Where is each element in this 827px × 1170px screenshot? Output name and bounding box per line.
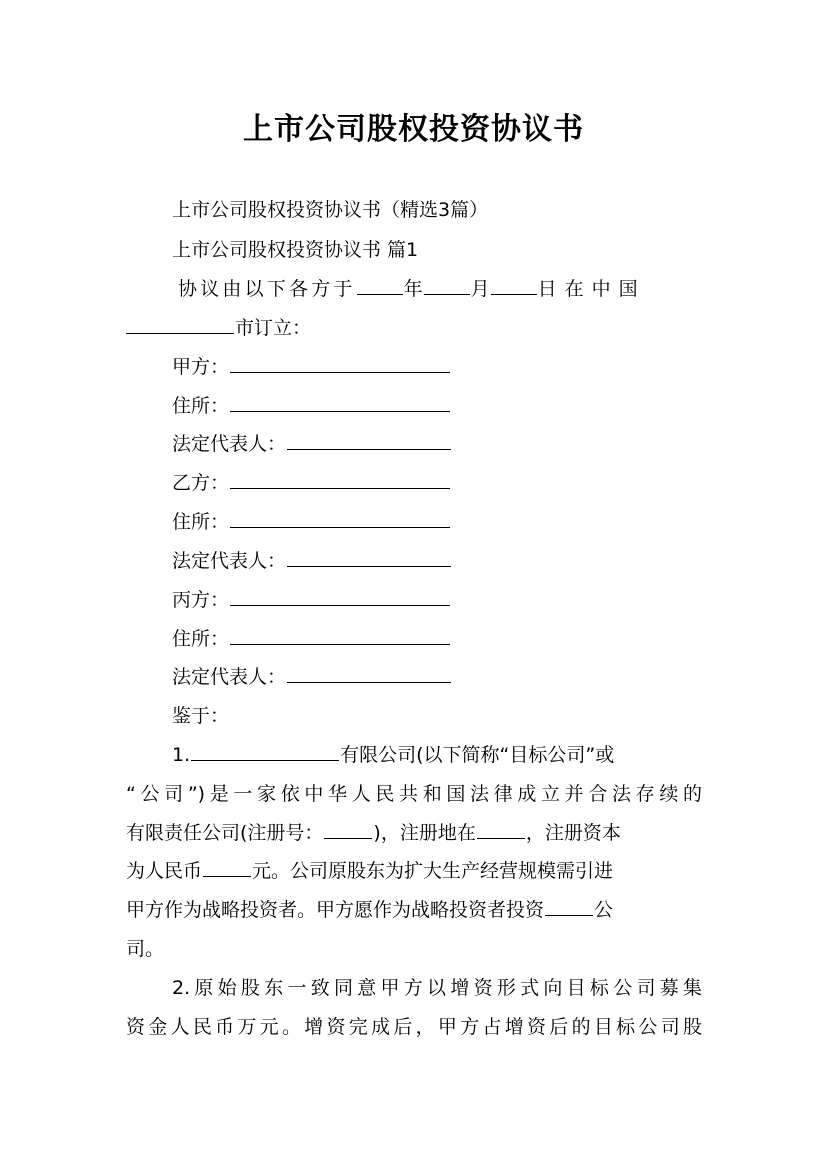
address-label: 住所： [172,511,230,533]
legal-rep-blank [287,550,451,567]
clause-1-line-4 [126,859,613,883]
agreement-date-line [178,277,702,301]
clause-text: 甲方作为战略投资者。甲方愿作为战略投资者投资 [126,899,545,921]
clause-1-line-5 [126,898,613,922]
clause-1-line-2: “公司”)是一家依中华人民共和国法律成立并合法存续的 [126,783,702,805]
party-b-blank [230,472,450,489]
legal-rep-label: 法定代表人： [172,666,287,688]
month-blank [424,278,470,295]
clause-text: 有限责任公司(注册号： [126,822,324,844]
party-c-address-line [172,627,451,651]
party-a-line [172,355,451,379]
party-b-rep-line [172,549,452,573]
registered-capital-blank [203,860,251,877]
clause-text: 元。公司原股东为扩大生产经营规模需引进 [252,860,614,882]
registration-no-blank [324,822,372,839]
legal-rep-blank [287,666,451,683]
party-a-rep-line [172,432,452,456]
party-b-address-line [172,510,451,534]
clause-2-line-1: 2.原始股东一致同意甲方以增资形式向目标公司募集 [172,977,702,999]
clause-1-line-6: 司。 [126,938,165,960]
party-c-line [172,588,451,612]
year-blank [357,278,403,295]
day-label: 日在中国 [537,278,646,300]
intro-line: 上市公司股权投资协议书（精选3篇） [172,199,489,221]
day-blank [491,278,537,295]
city-line [126,316,311,340]
party-c-blank [230,589,450,606]
city-label: 市订立： [235,317,312,339]
address-blank [230,511,450,528]
company-name-blank [191,744,339,761]
party-b-label: 乙方： [172,472,230,494]
clause-1-line-3 [126,821,621,845]
legal-rep-label: 法定代表人： [172,433,287,455]
clause-text: ，注册资本 [525,822,621,844]
city-blank [126,317,234,334]
party-b-line [172,471,451,495]
legal-rep-label: 法定代表人： [172,550,287,572]
document-title: 上市公司股权投资协议书 [243,112,584,147]
party-a-address-line [172,394,451,418]
clause-text: 公 [594,899,614,921]
clause-number: 1. [172,744,191,766]
legal-rep-blank [287,433,451,450]
party-c-label: 丙方： [172,589,230,611]
clause-text: )，注册地在 [373,822,476,844]
part-heading: 上市公司股权投资协议书 篇1 [172,239,419,261]
month-label: 月 [470,278,490,300]
year-label: 年 [403,278,423,300]
whereas-heading: 鉴于： [172,705,230,727]
address-blank [230,395,450,412]
address-blank [230,628,450,645]
agreement-text: 协议由以下各方于 [178,278,356,300]
party-c-rep-line [172,665,452,689]
address-label: 住所： [172,395,230,417]
clause-text: 有限公司(以下简称“目标公司”或 [340,744,615,766]
investment-blank [545,899,593,916]
party-a-label: 甲方： [172,356,230,378]
clause-1-line-1 [172,743,614,767]
address-label: 住所： [172,628,230,650]
party-a-blank [230,356,450,373]
registered-place-blank [477,822,525,839]
clause-text: 为人民币 [126,860,203,882]
clause-2-line-2: 资金人民币万元。增资完成后，甲方占增资后的目标公司股 [126,1016,702,1038]
